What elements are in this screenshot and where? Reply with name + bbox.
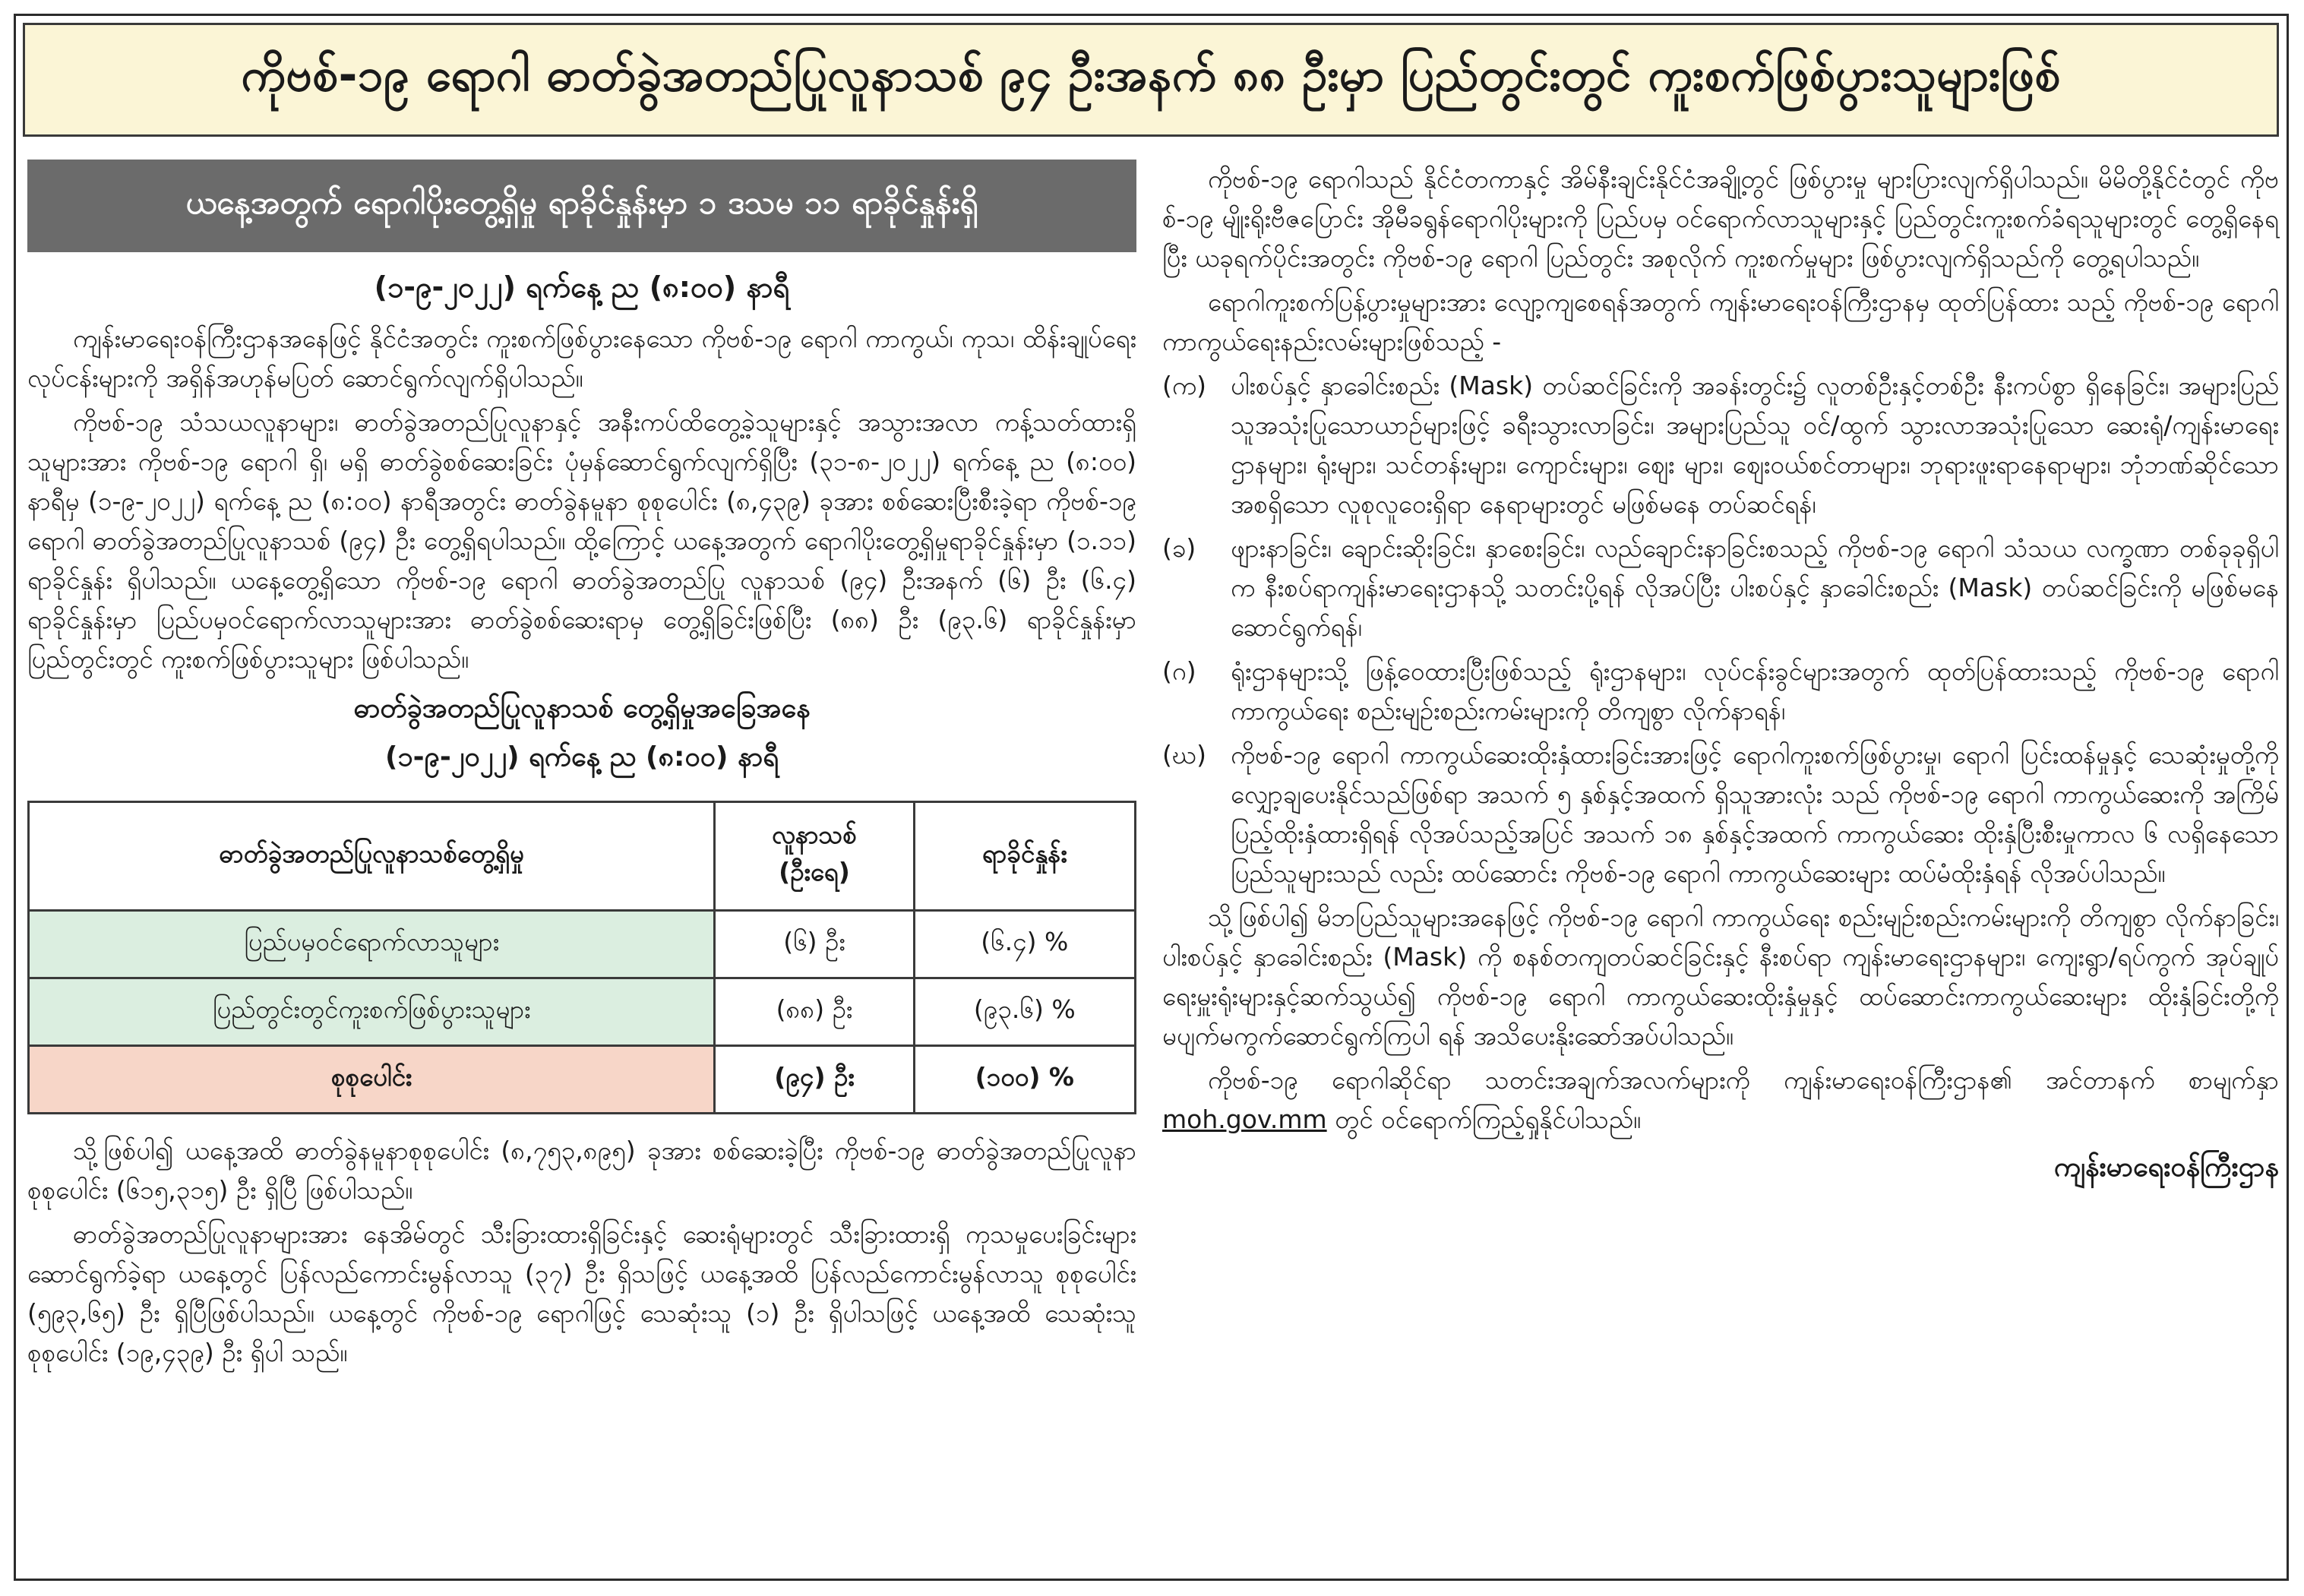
table-total-row [29,1046,1136,1114]
ministry-signature: ကျန်းမာရေးဝန်ကြီးဌာန [2053,1152,2279,1183]
list-marker: (ဃ) [1162,740,1206,770]
report-date: (၁-၉-၂၀၂၂) ရက်နေ့ ည (၈:၀၀) နာရီ [374,270,790,304]
row-label-local: ပြည်တွင်းတွင်ကူးစက်ဖြစ်ပွားသူများ [29,978,715,1046]
website-link[interactable]: moh.gov.mm [1162,1105,1327,1134]
intro-paragraph: ကျန်းမာရေးဝန်ကြီးဌာနအနေဖြင့် နိုင်ငံအတွင်း ကူးစက်ဖြစ်ပွားနေသော ကိုဗစ်-၁၉ ရောဂါ ကာကွယ်၊ ကုသ၊ ထိန်းချုပ်ရေးလုပ်ငန်းများကို အရှိန်အဟုန်မပြတ် ဆောင်ရွက်လျက်ရှိပါသည်။ [27,324,1136,393]
table-row [29,911,1136,978]
header-percent: ရာခိုင်နှုန်း [914,802,1135,911]
situation-paragraph: ကိုဗစ်-၁၉ ရောဂါသည် နိုင်ငံတကာနှင့် အိမ်နီးချင်းနိုင်ငံအချို့တွင် ဖြစ်ပွားမှု များပြားလျက်ရှိပါသည်။ မိမိတို့နိုင်ငံတွင် ကိုဗစ်-၁၉ မျိုးရိုးဗီဇပြောင်း အိုမီခရွန်ရောဂါပိုးများကို ပြည်ပမှ ဝင်ရောက်လာသူများနှင့် ပြည်တွင်းကူးစက်ခံရသူများတွင် တွေ့ရှိနေရပြီး ယခုရက်ပိုင်းအတွင်း ကိုဗစ်-၁၉ ရောဂါ ပြည်တွင်း အစုလိုက် ကူးစက်မှုများ ဖြစ်ပွားလျက်ရှိသည်ကို တွေ့ရပါသည်။ [1162,164,2279,273]
cumulative-paragraph: သို့ဖြစ်ပါ၍ ယနေ့အထိ ဓာတ်ခွဲနမူနာစုစုပေါင်း (၈,၇၅၃,၈၉၅) ခုအား စစ်ဆေးခဲ့ပြီး ကိုဗစ်-၁၉ ဓာတ်ခွဲအတည်ပြုလူနာ စုစုပေါင်း (၆၁၅,၃၁၅) ဦး ရှိပြီ ဖြစ်ပါသည်။ [27,1136,1136,1205]
row-label-imported: ပြည်ပမှဝင်ရောက်လာသူများ [29,911,715,978]
row-percent-local: (၉၃.၆) % [914,978,1135,1046]
list-text: ကိုဗစ်-၁၉ ရောဂါ ကာကွယ်ဆေးထိုးနှံထားခြင်းအားဖြင့် ရောဂါကူးစက်ဖြစ်ပွားမှု၊ ရောဂါ ပြင်းထန်မှုနှင့် သေဆုံးမှုတို့ကို လျှော့ချပေးနိုင်သည်ဖြစ်ရာ အသက် ၅ နှစ်နှင့်အထက် ရှိသူအားလုံး သည် ကိုဗစ်-၁၉ ရောဂါ ကာကွယ်ဆေးကို အကြိမ်ပြည့်ထိုးနှံထားရှိရန် လိုအပ်သည့်အပြင် အသက် ၁၈ နှစ်နှင့်အထက် ကာကွယ်ဆေး ထိုးနှံပြီးစီးမှုကာလ ၆ လရှိနေသော ပြည်သူများသည် လည်း ထပ်ဆောင်း ကိုဗစ်-၁၉ ရောဂါ ကာကွယ်ဆေးများ ထပ်မံထိုးနှံရန် လိုအပ်ပါသည်။ [1231,740,2279,888]
right-column [1162,160,2279,1190]
list-item [1162,735,2279,893]
new-cases-table [27,801,1136,1114]
list-item [1162,652,2279,731]
row-percent-total: (၁၀၀) % [914,1046,1135,1114]
website-text-after: တွင် ဝင်ရောက်ကြည့်ရှုနိုင်ပါသည်။ [1326,1105,1641,1134]
list-item [1162,366,2279,524]
list-marker: (ခ) [1162,533,1196,563]
list-text: ပါးစပ်နှင့် နှာခေါင်းစည်း (Mask) တပ်ဆင်ခြင်းကို အခန်းတွင်း၌ လူတစ်ဦးနှင့်တစ်ဦး နီးကပ်စွာ ရှိနေခြင်း၊ အများပြည်သူအသုံးပြုသောယာဉ်များဖြင့် ခရီးသွားလာခြင်း၊ အများပြည်သူ ဝင်/ထွက် သွားလာအသုံးပြုသော ဆေးရုံ/ကျန်းမာရေးဌာနများ၊ ရုံးများ၊ သင်တန်းများ၊ ကျောင်းများ၊ ဈေး များ၊ ဈေးဝယ်စင်တာများ၊ ဘုရားဖူးရာနေရာများ၊ ဘုံဘဏ်ဆိုင်သော အစရှိသော လူစုလူဝေးရှိရာ နေရာများတွင် မဖြစ်မနေ တပ်ဆင်ရန်၊ [1231,371,2279,519]
list-marker: (ဂ) [1162,656,1196,686]
header-category: ဓာတ်ခွဲအတည်ပြုလူနာသစ်တွေ့ရှိမှု [29,802,715,911]
prevention-intro: ရောဂါကူးစက်ပြန့်ပွားမှုများအား လျော့ကျစေရန်အတွက် ကျန်းမာရေးဝန်ကြီးဌာနမှ ထုတ်ပြန်ထား သည့် ကိုဗစ်-၁၉ ရောဂါ ကာကွယ်ရေးနည်းလမ်းများဖြစ်သည့် - [1162,287,2279,356]
list-text: ဖျားနာခြင်း၊ ချောင်းဆိုးခြင်း၊ နှာစေးခြင်း၊ လည်ချောင်းနာခြင်းစသည့် ကိုဗစ်-၁၉ ရောဂါ သံသယ လက္ခဏာ တစ်ခုခုရှိပါက နီးစပ်ရာကျန်းမာရေးဌာနသို့ သတင်းပို့ရန် လိုအပ်ပြီး ပါးစပ်နှင့် နှာခေါင်းစည်း (Mask) တပ်ဆင်ခြင်းကို မဖြစ်မနေဆောင်ရွက်ရန်၊ [1231,533,2279,642]
testing-paragraph: ကိုဗစ်-၁၉ သံသယလူနာများ၊ ဓာတ်ခွဲအတည်ပြုလူနာနှင့် အနီးကပ်ထိတွေ့ခဲ့သူများနှင့် အသွားအလာ ကန့်သတ်ထားရှိသူများအား ကိုဗစ်-၁၉ ရောဂါ ရှိ၊ မရှိ ဓာတ်ခွဲစစ်ဆေးခြင်း ပုံမှန်ဆောင်ရွက်လျက်ရှိပြီး (၃၁-၈-၂၀၂၂) ရက်နေ့ ည (၈:၀၀) နာရီမှ (၁-၉-၂၀၂၂) ရက်နေ့ ည (၈:၀၀) နာရီအတွင်း ဓာတ်ခွဲနမူနာ စုစုပေါင်း (၈,၄၃၉) ခုအား စစ်ဆေးပြီးစီးခဲ့ရာ ကိုဗစ်-၁၉ ရောဂါ ဓာတ်ခွဲအတည်ပြုလူနာသစ် (၉၄) ဦး တွေ့ရှိရပါသည်။ ထို့ကြောင့် ယနေ့အတွက် ရောဂါပိုးတွေ့ရှိမှုရာခိုင်နှုန်းမှာ (၁.၁၁) ရာခိုင်နှုန်း ရှိပါသည်။ ယနေ့တွေ့ရှိသော ကိုဗစ်-၁၉ ရောဂါ ဓာတ်ခွဲအတည်ပြု လူနာသစ် (၉၄) ဦးအနက် (၆) ဦး (၆.၄) ရာခိုင်နှုန်းမှာ ပြည်ပမှဝင်ရောက်လာသူများအား ဓာတ်ခွဲစစ်ဆေးရာမှ တွေ့ရှိခြင်းဖြစ်ပြီး (၈၈) ဦး (၉၃.၆) ရာခိုင်နှုန်းမှာ ပြည်တွင်းတွင် ကူးစက်ဖြစ်ပွားသူများ ဖြစ်ပါသည်။ [27,407,1136,674]
table-title: ဓာတ်ခွဲအတည်ပြုလူနာသစ် တွေ့ရှိမှုအခြေအနေ [353,693,811,724]
headline-banner [23,23,2279,137]
recovery-paragraph: ဓာတ်ခွဲအတည်ပြုလူနာများအား နေအိမ်တွင် သီးခြားထားရှိခြင်းနှင့် ဆေးရုံများတွင် သီးခြားထားရှိ ကုသမှုပေးခြင်းများ ဆောင်ရွက်ခဲ့ရာ ယနေ့တွင် ပြန်လည်ကောင်းမွန်လာသူ (၃၇) ဦး ရှိသဖြင့် ယနေ့အထိ ပြန်လည်ကောင်းမွန်လာသူ စုစုပေါင်း (၅၉၃,၆၅) ဦး ရှိပြီဖြစ်ပါသည်။ ယနေ့တွင် ကိုဗစ်-၁၉ ရောဂါဖြင့် သေဆုံးသူ (၁) ဦး ရှိပါသဖြင့် ယနေ့အထိ သေဆုံးသူစုစုပေါင်း (၁၉,၄၃၉) ဦး ရှိပါ သည်။ [27,1219,1136,1367]
website-text-before: ကိုဗစ်-၁၉ ရောဂါဆိုင်ရာ သတင်းအချက်အလက်များကို ကျန်းမာရေးဝန်ကြီးဌာန၏ အင်တာနက် စာမျက်နှာ [1208,1065,2279,1095]
list-item [1162,529,2279,647]
row-count-total: (၉၄) ဦး [715,1046,914,1114]
table-row [29,978,1136,1046]
appeal-paragraph: သို့ဖြစ်ပါ၍ မိဘပြည်သူများအနေဖြင့် ကိုဗစ်-၁၉ ရောဂါ ကာကွယ်ရေး စည်းမျဉ်းစည်းကမ်းများကို တိကျစွာ လိုက်နာခြင်း၊ ပါးစပ်နှင့် နှာခေါင်းစည်း (Mask) ကို စနစ်တကျတပ်ဆင်ခြင်းနှင့် နီးစပ်ရာ ကျန်းမာရေးဌာနများ၊ ကျေးရွာ/ရပ်ကွက် အုပ်ချုပ်ရေးမှူးရုံးများနှင့်ဆက်သွယ်၍ ကိုဗစ်-၁၉ ရောဂါ ကာကွယ်ဆေးထိုးနှံမှုနှင့် ထပ်ဆောင်းကာကွယ်ဆေးများ ထိုးနှံခြင်းတို့ကို မပျက်မကွက်ဆောင်ရွက်ကြပါ ရန် အသိပေးနိုးဆော်အပ်ပါသည်။ [1162,902,2279,1051]
website-paragraph [1162,1060,2279,1139]
left-column [27,160,1136,1377]
list-marker: (က) [1162,371,1207,400]
table-date: (၁-၉-၂၀၂၂) ရက်နေ့ ည (၈:၀၀) နာရီ [384,741,779,773]
row-count-imported: (၆) ဦး [715,911,914,978]
row-percent-imported: (၆.၄) % [914,911,1135,978]
positivity-subheading: ယနေ့အတွက် ရောဂါပိုးတွေ့ရှိမှု ရာခိုင်နှုန်းမှာ ၁ ဒသမ ၁၁ ရာခိုင်နှုန်းရှိ [27,160,1136,252]
row-label-total: စုစုပေါင်း [29,1046,715,1114]
row-count-local: (၈၈) ဦး [715,978,914,1046]
table-header-row [29,802,1136,911]
headline-title: ကိုဗစ်-၁၉ ရောဂါ ဓာတ်ခွဲအတည်ပြုလူနာသစ် ၉၄ ဦးအနက် ၈၈ ဦးမှာ ပြည်တွင်းတွင် ကူးစက်ဖြစ်ပွားသူများဖြစ် [241,49,2061,102]
header-count: လူနာသစ် (ဦးရေ) [715,802,914,911]
list-text: ရုံးဌာနများသို့ ဖြန့်ဝေထားပြီးဖြစ်သည့် ရုံးဌာနများ၊ လုပ်ငန်းခွင်များအတွက် ထုတ်ပြန်ထားသည့် ကိုဗစ်-၁၉ ရောဂါကာကွယ်ရေး စည်းမျဉ်းစည်းကမ်းများကို တိကျစွာ လိုက်နာရန်၊ [1231,656,2279,725]
